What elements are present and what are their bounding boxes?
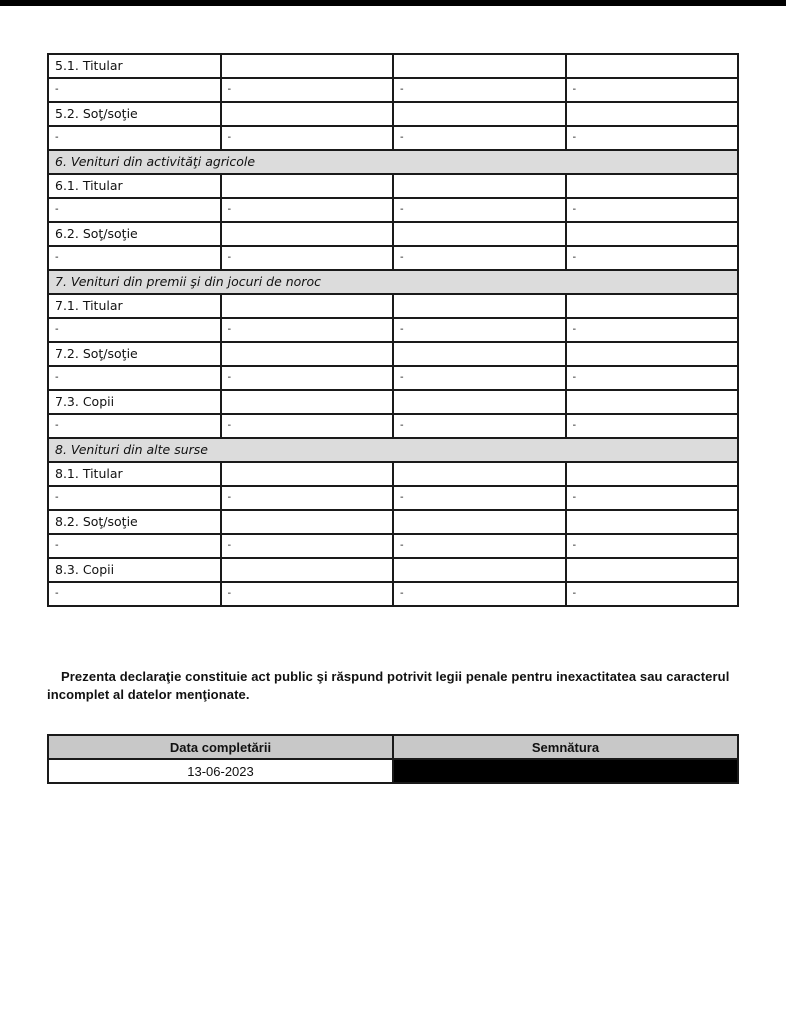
table-cell: - [221, 486, 394, 510]
table-cell: - [393, 198, 566, 222]
row-dash-cell: - [48, 486, 221, 510]
income-table [47, 53, 739, 607]
table-cell: - [393, 486, 566, 510]
table-cell: - [221, 534, 394, 558]
table-cell: - [566, 366, 739, 390]
table-cell [566, 390, 739, 414]
row-label: 7.2. Soţ/soţie [48, 342, 221, 366]
table-row-empty-values [48, 366, 738, 390]
table-cell [221, 174, 394, 198]
table-cell [566, 174, 739, 198]
table-cell [566, 222, 739, 246]
table-cell [566, 558, 739, 582]
table-cell: - [566, 486, 739, 510]
row-label: 8.1. Titular [48, 462, 221, 486]
table-cell: - [566, 246, 739, 270]
table-cell: - [566, 582, 739, 606]
table-cell: - [221, 198, 394, 222]
table-cell [393, 462, 566, 486]
table-row [48, 558, 738, 582]
signature-table-header [48, 735, 738, 759]
table-cell: - [221, 318, 394, 342]
row-label: 8.2. Soţ/soţie [48, 510, 221, 534]
table-cell [221, 54, 394, 78]
table-cell [566, 462, 739, 486]
table-cell: - [566, 534, 739, 558]
table-row [48, 102, 738, 126]
table-cell [221, 294, 394, 318]
table-cell [393, 222, 566, 246]
table-row [48, 390, 738, 414]
income-table-body [48, 54, 738, 606]
table-cell [221, 462, 394, 486]
table-cell: - [221, 78, 394, 102]
table-cell [566, 294, 739, 318]
table-cell: - [393, 414, 566, 438]
row-dash-cell: - [48, 414, 221, 438]
date-header: Data completării [48, 735, 393, 759]
table-row [48, 294, 738, 318]
table-cell [393, 102, 566, 126]
table-cell [393, 510, 566, 534]
table-cell [566, 510, 739, 534]
statement-text: Prezenta declaraţie constituie act public şi răspund potrivit legii penale pentru inexactitatea sau caracterul incomplet al datelor menţionate. [47, 669, 730, 702]
section-header-row [48, 270, 738, 294]
table-cell [393, 174, 566, 198]
row-dash-cell: - [48, 534, 221, 558]
signature-table-row [48, 759, 738, 783]
table-row-empty-values [48, 414, 738, 438]
row-dash-cell: - [48, 366, 221, 390]
table-row-empty-values [48, 126, 738, 150]
signature-header: Semnătura [393, 735, 738, 759]
section-header-row [48, 438, 738, 462]
row-label: 6.1. Titular [48, 174, 221, 198]
table-cell: - [221, 366, 394, 390]
row-label: 8.3. Copii [48, 558, 221, 582]
table-row-empty-values [48, 582, 738, 606]
table-cell: - [566, 126, 739, 150]
signature-table [47, 734, 739, 784]
table-cell [566, 54, 739, 78]
top-border-bar [0, 0, 786, 6]
section-title: 7. Venituri din premii şi din jocuri de noroc [48, 270, 738, 294]
table-cell: - [393, 366, 566, 390]
table-row [48, 510, 738, 534]
table-cell [393, 390, 566, 414]
table-cell [393, 54, 566, 78]
table-row [48, 342, 738, 366]
row-dash-cell: - [48, 126, 221, 150]
table-cell [221, 510, 394, 534]
table-cell [566, 102, 739, 126]
section-title: 8. Venituri din alte surse [48, 438, 738, 462]
table-cell [221, 342, 394, 366]
section-title: 6. Venituri din activităţi agricole [48, 150, 738, 174]
row-label: 7.1. Titular [48, 294, 221, 318]
table-row [48, 222, 738, 246]
row-label: 6.2. Soţ/soţie [48, 222, 221, 246]
section-header-row [48, 150, 738, 174]
row-dash-cell: - [48, 78, 221, 102]
table-cell [221, 558, 394, 582]
table-cell [221, 390, 394, 414]
table-cell [393, 342, 566, 366]
table-row [48, 462, 738, 486]
row-dash-cell: - [48, 198, 221, 222]
row-label: 5.1. Titular [48, 54, 221, 78]
table-cell [221, 102, 394, 126]
table-cell: - [393, 534, 566, 558]
table-cell: - [393, 318, 566, 342]
table-cell: - [221, 246, 394, 270]
completion-date: 13-06-2023 [48, 759, 393, 783]
table-row-empty-values [48, 486, 738, 510]
table-cell: - [566, 414, 739, 438]
table-cell: - [566, 78, 739, 102]
table-cell: - [393, 246, 566, 270]
table-row-empty-values [48, 318, 738, 342]
table-row-empty-values [48, 78, 738, 102]
table-row-empty-values [48, 246, 738, 270]
row-dash-cell: - [48, 318, 221, 342]
table-row [48, 174, 738, 198]
table-cell: - [393, 78, 566, 102]
table-cell: - [221, 582, 394, 606]
table-row-empty-values [48, 198, 738, 222]
table-cell: - [221, 414, 394, 438]
table-cell [566, 342, 739, 366]
row-label: 5.2. Soţ/soţie [48, 102, 221, 126]
redacted-signature [393, 759, 738, 783]
table-row-empty-values [48, 534, 738, 558]
declaration-statement [47, 668, 747, 704]
row-dash-cell: - [48, 246, 221, 270]
row-dash-cell: - [48, 582, 221, 606]
table-row [48, 54, 738, 78]
table-cell [221, 222, 394, 246]
table-cell: - [566, 198, 739, 222]
table-cell [393, 294, 566, 318]
table-cell: - [393, 126, 566, 150]
table-cell: - [393, 582, 566, 606]
table-cell [393, 558, 566, 582]
row-label: 7.3. Copii [48, 390, 221, 414]
table-cell: - [566, 318, 739, 342]
table-cell: - [221, 126, 394, 150]
